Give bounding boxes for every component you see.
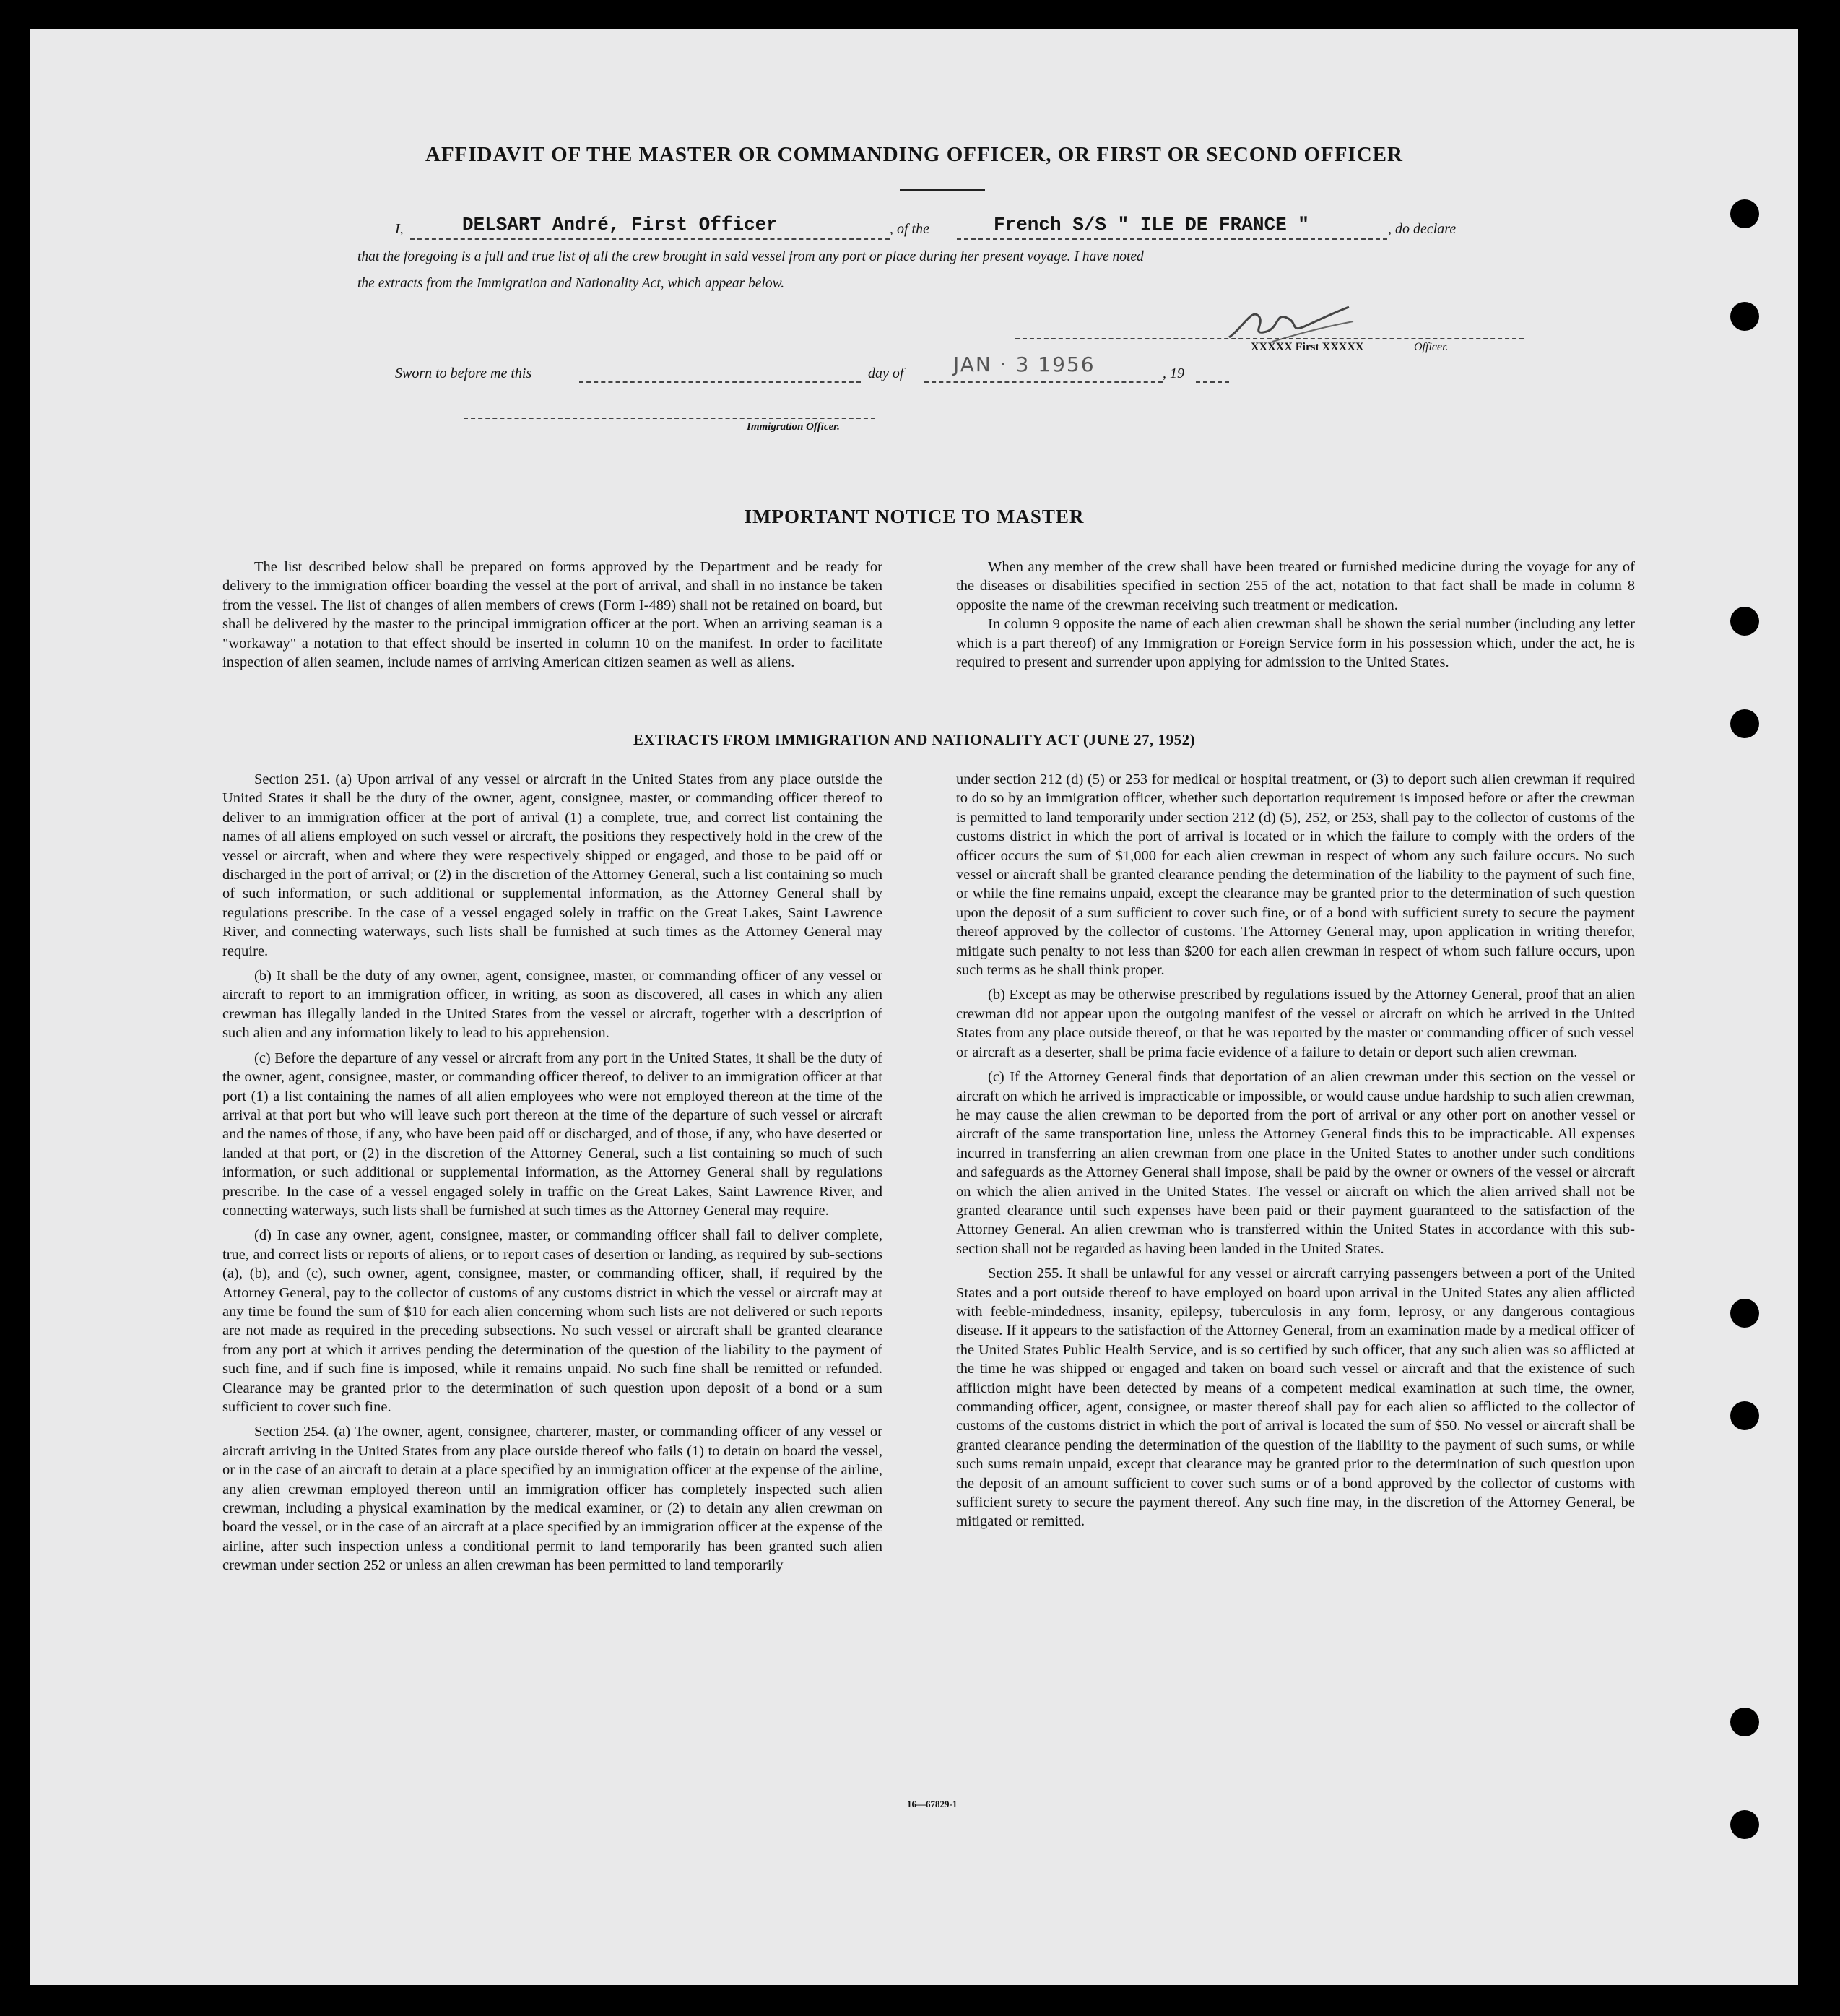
extracts-right-column — [956, 770, 1635, 1537]
date-stamp: JAN · 3 1956 — [953, 352, 1095, 376]
binder-hole — [1730, 302, 1759, 331]
sworn-day-underline — [579, 381, 861, 383]
prefix-i: I, — [395, 221, 404, 237]
affidavit-title: AFFIDAVIT OF THE MASTER OR COMMANDING OFFICER, OR FIRST OR SECOND OFFICER — [425, 143, 1403, 166]
section-251-b: (b) It shall be the duty of any owner, agent, consignee, master, or commanding officer of any vessel or aircraft to report to an immigration officer, in writing, as soon as discovered, all cases in which any alien crewman has illegally landed in the United States from the vessel or aircraft, together with a description of such alien and any information likely to lead to his apprehension. — [222, 968, 882, 1042]
notice-left-paragraph: The list described below shall be prepared on forms approved by the Department and be ready for delivery to the immigration officer boarding the vessel at the port of arrival, and shall in no instance be taken from the vessel. The list of changes of alien members of crews (Form I-489) shall not be retained on board, but shall be delivered by the master to the principal immigration officer at the port. When an arriving seaman is a "workaway" a notation to that effect should be inserted in column 10 on the manifest. In order to facilitate inspection of alien seamen, include names of arriving American citizen seamen as well as aliens. — [222, 559, 882, 671]
section-251-a: Section 251. (a) Upon arrival of any vessel or aircraft in the United States from any place outside the United States it shall be the duty of the owner, agent, consignee, master, or commanding officer thereof to deliver to an immigration officer at the port of arrival (1) a complete, true, and correct list containing the names of all aliens employed on such vessel or aircraft, the positions they respectively hold in the crew of the vessel or aircraft, when and where they were respectively shipped or engaged, and those to be paid off or discharged in the port of arrival; or (2) in the discretion of the Attorney General, such a list containing so much of such information, or such additional or supplemental information, as the Attorney General shall by regulations prescribe. In the case of a vessel engaged solely in traffic on the Great Lakes, Saint Lawrence River, and connecting waterways, such lists shall be furnished at such times as the Attorney General may require. — [222, 771, 882, 959]
binder-hole — [1730, 1810, 1759, 1839]
vessel-field: French S/S " ILE DE FRANCE " — [994, 214, 1309, 235]
document-page — [30, 29, 1798, 1985]
vessel-underline — [957, 238, 1387, 240]
immigration-officer-label: Immigration Officer. — [747, 421, 840, 433]
date-underline — [924, 381, 1163, 383]
declaration-line-1: that the foregoing is a full and true list of all the crew brought in said vessel from any port or place during her present voyage. I have noted — [357, 249, 1144, 264]
immigration-officer-line — [464, 418, 875, 419]
day-of-label: day of — [868, 365, 904, 381]
officer-name-field: DELSART André, First Officer — [462, 214, 778, 235]
section-254-a-continued: under section 212 (d) (5) or 253 for medical or hospital treatment, or (3) to deport such alien crewman if required to do so by an immigration officer, whether such deportation requirement is imposed before or after the crewman is permitted to land temporarily under section 212 (d) (5), 252, or 253, shall pay to the collector of customs of the customs district in which the port of arrival is located or in which the failure to comply with the orders of the officer occurs the sum of $1,000 for each alien crewman in respect of whom any such failure occurs. No such vessel or aircraft shall be granted clearance pending the determination of the liability to the payment of such fine, or while the fine remains unpaid, except the clearance may be granted prior to the determination of such question upon the deposit of a sum sufficient to cover such fine, or of a bond with sufficient surety to secure the payment thereof approved by the collector of customs. The Attorney General may, upon application in writing therefor, mitigate such penalty to not less than $200 for each alien crewman in respect of whom such failure occurs, upon such terms as he shall think proper. — [956, 771, 1635, 979]
section-255: Section 255. It shall be unlawful for any vessel or aircraft carrying passengers between a port of the United States and a port outside thereof to have employed on board upon arrival in the United States any alien afflicted with feeble-mindedness, insanity, epilepsy, tuberculosis in any form, leprosy, or any dangerous contagious disease. If it appears to the satisfaction of the Attorney General, from an examination made by a medical officer of the United States Public Health Service, and is so certified by such officer, that any such alien was so afflicted at the time he was shipped or engaged and taken on board such vessel or aircraft and that the existence of such affliction might have been detected by means of a competent medical examination at such time, the owner, commanding officer, agent, consignee, or master thereof shall pay for each alien so afflicted to the collector of customs of the customs district in which the port of arrival is located the sum of $50. No vessel or aircraft shall be granted clearance pending the determination of the question of the liability to the payment of such sums, or while such sums remain unpaid, except that clearance may be granted prior to the determination of such question upon the deposit of an amount sufficient to cover such sums or of a bond approved by the collector of customs with sufficient surety to secure the payment thereof. Any such fine may, in the discretion of the Attorney General, be mitigated or remitted. — [956, 1266, 1635, 1530]
binder-hole — [1730, 709, 1759, 738]
declaration-line-2: the extracts from the Immigration and Nationality Act, which appear below. — [357, 276, 785, 291]
year-underline — [1196, 381, 1229, 383]
signature-title-suffix: Officer. — [1414, 341, 1449, 353]
binder-hole — [1730, 607, 1759, 636]
notice-right-paragraph-1: When any member of the crew shall have been treated or furnished medicine during the voyage for any of the diseases or disabilities specified in section 255 of the act, notation to that fact shall be made in column 8 opposite the name of the crewman receiving such treatment or medication. — [956, 559, 1635, 613]
year-prefix: , 19 — [1163, 365, 1184, 381]
notice-title: IMPORTANT NOTICE TO MASTER — [744, 506, 1085, 527]
of-the-label: , of the — [890, 221, 929, 237]
extracts-title: EXTRACTS FROM IMMIGRATION AND NATIONALITY ACT (JUNE 27, 1952) — [633, 731, 1196, 748]
binder-hole — [1730, 1299, 1759, 1328]
title-underline — [900, 189, 985, 191]
notice-left-column — [222, 558, 882, 678]
binder-hole — [1730, 1401, 1759, 1430]
signature-title-struck: XXXXX First XXXXX — [1251, 341, 1364, 353]
section-254-c: (c) If the Attorney General finds that deportation of an alien crewman under this section on the vessel or aircraft on which he arrived is impracticable or impossible, or would cause undue hardship to such alien crewman, he may cause the alien crewman to be deported from the port of arrival or any other port on another vessel or aircraft of the same transportation line, unless the Attorney General finds this to be impracticable. All expenses incurred in transferring an alien crewman from one place in the United States to another under such conditions and safeguards as the Attorney General shall impose, shall be paid by the owner or owners of the vessel or aircraft on which the alien arrived in the United States. The vessel or aircraft on which the alien arrived shall not be granted clearance until such expenses have been paid or their payment guaranteed to the satisfaction of the Attorney General. An alien crewman who is transferred within the United States in accordance with this sub-section shall not be regarded as having been landed in the United States. — [956, 1069, 1635, 1257]
binder-hole — [1730, 199, 1759, 228]
notice-right-paragraph-2: In column 9 opposite the name of each alien crewman shall be shown the serial number (including any letter which is a part thereof) of any Immigration or Foreign Service form in his possession which, under the act, he is required to present and surrender upon applying for admission to the United States. — [956, 616, 1635, 671]
section-251-c: (c) Before the departure of any vessel or aircraft from any port in the United States, it shall be the duty of the owner, agent, consignee, master, or commanding officer thereof, to deliver to an immigration officer at that port (1) a list containing the names of all alien employees who were not employed thereon at the time of the arrival at that port but who will leave such port thereon at the time of the departure of such vessel or aircraft and the names of those, if any, who have been paid off or discharged, and of those, if any, who have deserted or landed at that port, or (2) in the discretion of the Attorney General, such a list containing so much of such information, or such additional or supplemental information, as the Attorney General shall by regulations prescribe. In the case of a vessel engaged solely in traffic on the Great Lakes, Saint Lawrence River, and connecting waterways, such lists shall be furnished at such times as the Attorney General may require. — [222, 1050, 882, 1219]
signature-line — [1015, 338, 1524, 339]
do-declare-label: , do declare — [1388, 221, 1457, 237]
form-number: 16—67829-1 — [907, 1799, 958, 1809]
section-254-a: Section 254. (a) The owner, agent, consignee, charterer, master, or commanding officer of any vessel or aircraft arriving in the United States from any place outside thereof who fails (1) to detain on board the vessel, or in the case of an aircraft to detain at a place specified by an immigration officer at the expense of the airline, any alien crewman employed thereon until an immigration officer has completely inspected such alien crewman, including a physical examination by the medical examiner, or (2) to detain any alien crewman on board the vessel, or in the case of an aircraft at a place specified by an immigration officer at the expense of the airline, after such inspection unless a conditional permit to land temporarily has been granted such alien crewman under section 252 or unless an alien crewman has been permitted to land temporarily — [222, 1424, 882, 1574]
section-251-d: (d) In case any owner, agent, consignee, master, or commanding officer shall fail to deliver complete, true, and correct lists or reports of aliens, or to report cases of desertion or landing, as required by sub-sections (a), (b), and (c), such owner, agent, consignee, master, or commanding officer, shall, if required by the Attorney General, pay to the collector of customs of any customs district in which the vessel or aircraft may at any time be found the sum of $10 for each alien concerning whom such lists are not delivered or such reports are not made as required in the preceding subsections. No such vessel or aircraft shall be granted clearance from any port at which it arrives pending the determination of the question of the liability to the payment of such fine, and if such fine is imposed, while it remains unpaid. No such fine shall be remitted or refunded. Clearance may be granted prior to the determination of such question upon deposit of a bond or a sum sufficient to cover such fine. — [222, 1227, 882, 1415]
sworn-label: Sworn to before me this — [395, 365, 532, 381]
binder-hole — [1730, 1708, 1759, 1736]
section-254-b: (b) Except as may be otherwise prescribed by regulations issued by the Attorney General, proof that an alien crewman did not appear upon the outgoing manifest of the vessel or aircraft on which he arrived in the United States from any place outside thereof, or that he was reported by the master or commanding officer of such vessel or aircraft as a deserter, shall be prima facie evidence of a failure to detain or deport such alien crewman. — [956, 987, 1635, 1060]
name-underline — [410, 238, 890, 240]
notice-right-column — [956, 558, 1635, 679]
extracts-left-column — [222, 770, 882, 1581]
